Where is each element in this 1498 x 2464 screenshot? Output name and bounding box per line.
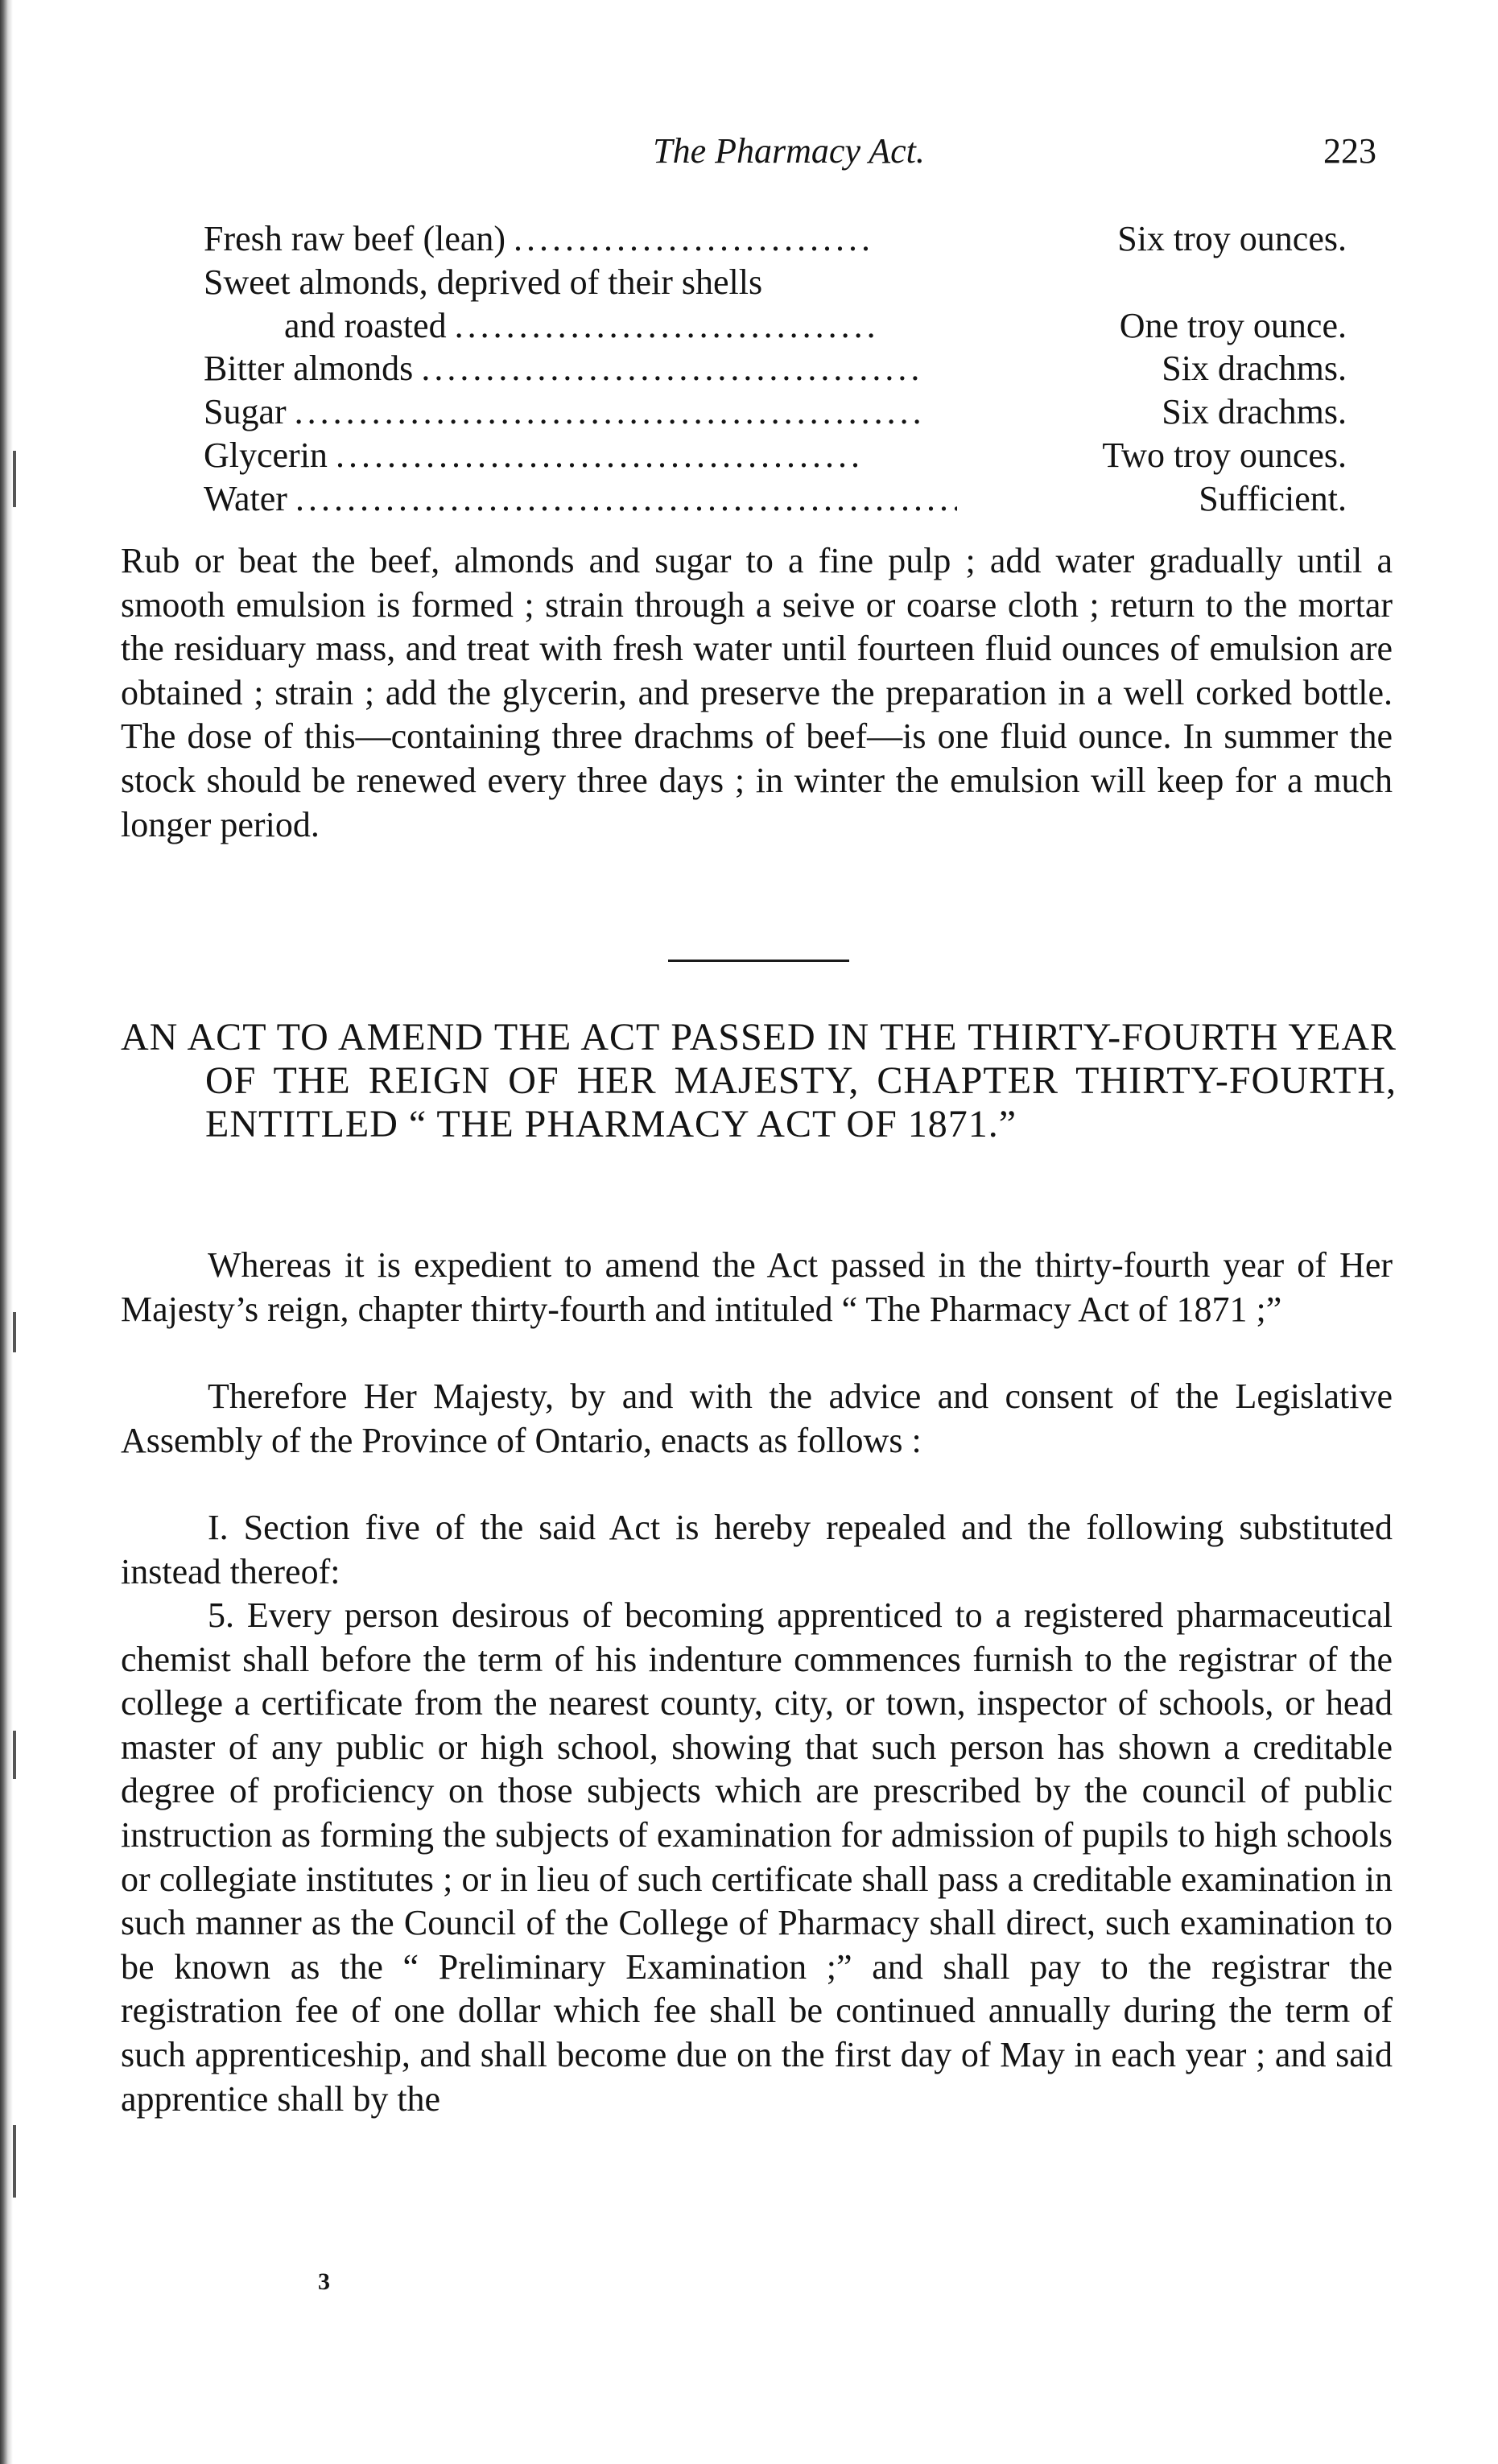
ingredient-name: Sweet almonds, deprived of their shells [204, 262, 763, 302]
ingredient-name: Bitter almonds [204, 349, 414, 389]
act-title: AN ACT TO AMEND THE ACT PASSED IN THE THIRTY-FOURTH YEAR OF THE REIGN OF HER MAJESTY, CHAPTER THIRTY-FOURTH, ENTITLED “ THE PHARMACY ACT OF 1871.” [121, 1016, 1397, 1145]
section-divider [668, 960, 849, 962]
dot-leader [295, 477, 957, 521]
recipe-row [204, 304, 1347, 348]
ingredient-name: Sugar [204, 392, 287, 432]
whereas-paragraph: Whereas it is expedient to amend the Act passed in the thirty-fourth year of Her Majesty’s reign, chapter thirty-fourth and intituled “ The Pharmacy Act of 1871 ;” [121, 1245, 1393, 1329]
running-head [201, 127, 1376, 175]
recipe-row [204, 217, 1347, 261]
recipe-row [204, 390, 1347, 434]
recipe-directions: Rub or beat the beef, almonds and sugar to a fine pulp ; add water gradually until a smooth emulsion is formed ; strain through a seive or coarse cloth ; return to the mortar the residuary mass, and treat with fresh water until fourteen fluid ounces of emulsion are obtained ; strain ; add the glycerin, and preserve the preparation in a well corked bottle. The dose of this—containing three drachms of beef—is one fluid ounce. In summer the stock should be renewed every three days ; in winter the emulsion will keep for a much longer period. [121, 541, 1393, 844]
section-five-paragraph: 5. Every person desirous of becoming apprenticed to a registered pharmaceutical chemist shall before the term of his indenture commences furnish to the registrar of the college a certificate from the nearest county, city, or town, inspector of schools, or head master of any public or high school, showing that such person has shown a creditable degree of proficiency on those subjects which are prescribed by the council of public instruction as forming the subjects of examination for admission of pupils to high schools or collegiate institutes ; or in lieu of such certificate shall pass a creditable examination in such manner as the Council of the College of Pharmacy shall direct, such examination to be known as the “ Preliminary Examination ;” and shall pay to the registrar the registration fee of one dollar which fee shall be continued annually during the term of such apprenticeship, and shall become due on the first day of May in each year ; and said apprentice shall by the [121, 1595, 1393, 2119]
ingredient-name: Glycerin [204, 435, 328, 475]
enacting-paragraph: Therefore Her Majesty, by and with the advice and consent of the Legislative Assembly of the Province of Ontario, enacts as follows : [121, 1376, 1393, 1460]
page-number: 223 [1323, 131, 1376, 171]
signature-mark: 3 [318, 2268, 330, 2295]
recipe-list [204, 217, 1347, 521]
ingredient-quantity: One troy ounce. [1119, 305, 1347, 345]
ingredient-quantity: Six troy ounces. [1117, 219, 1347, 258]
ingredient-name: Fresh raw beef (lean) [204, 219, 506, 258]
ingredient-quantity: Two troy ounces. [1102, 435, 1347, 475]
dot-leader [336, 434, 860, 477]
ingredient-quantity: Six drachms. [1162, 392, 1347, 432]
dot-leader [770, 261, 964, 304]
ingredient-quantity: Six drachms. [1162, 349, 1347, 389]
dot-leader [421, 347, 920, 390]
recipe-row [204, 477, 1347, 521]
running-title: The Pharmacy Act. [653, 131, 925, 171]
recipe-row [204, 261, 1347, 304]
dot-leader [455, 304, 878, 348]
ingredient-quantity: Sufficient. [1199, 478, 1347, 518]
ingredient-name: and roasted [284, 305, 447, 345]
dot-leader [514, 217, 876, 261]
recipe-row [204, 434, 1347, 477]
dot-leader [295, 390, 921, 434]
recipe-row [204, 347, 1347, 390]
section-one-paragraph: I. Section five of the said Act is hereby repealed and the following substituted instead thereof: [121, 1508, 1393, 1591]
ingredient-name: Water [204, 478, 287, 518]
